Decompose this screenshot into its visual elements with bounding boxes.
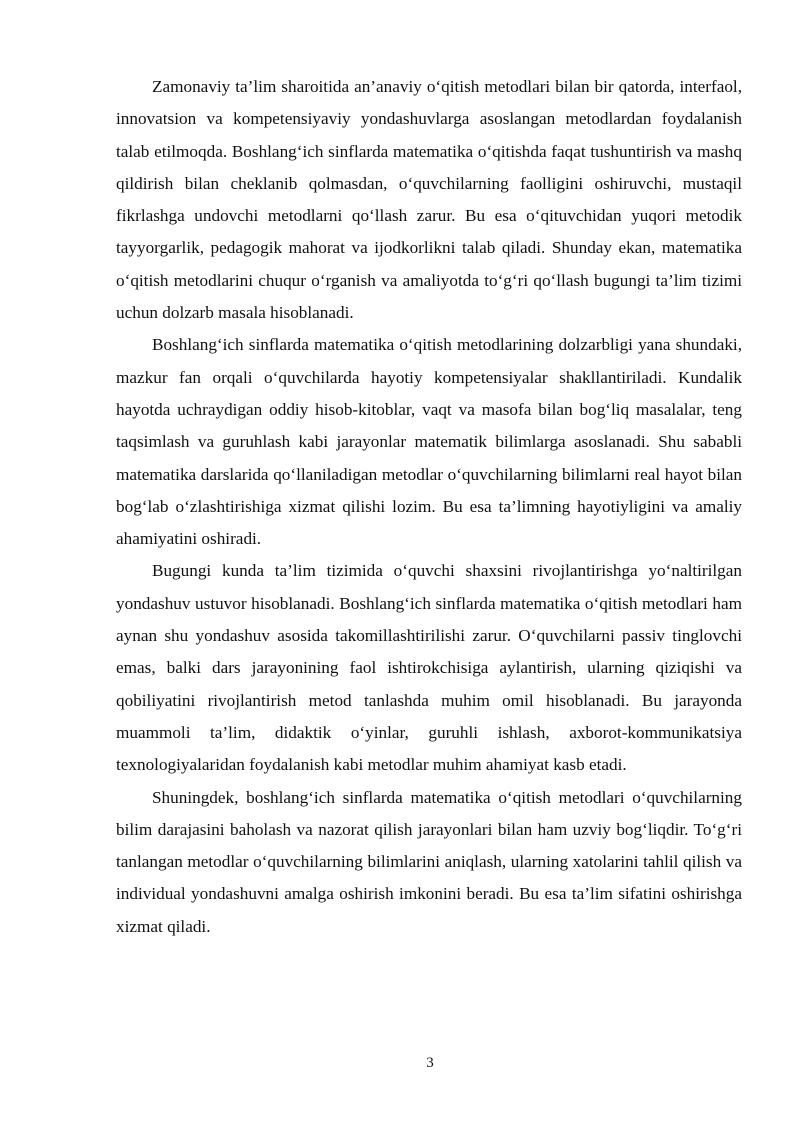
paragraph-2: Boshlang‘ich sinflarda matematika o‘qitish metodlarining dolzarbligi yana shundaki, mazkur fan orqali o‘quvchilarda hayotiy kompetensiyalar shakllantiriladi. Kundalik hayotda uchraydigan oddiy hisob-kitoblar, vaqt va masofa bilan bog‘liq masalalar, teng taqsimlash va guruhlash kabi jarayonlar matematik bilimlarga asoslanadi. Shu sababli matematika darslarida qo‘llaniladigan metodlar o‘quvchilarning bilimlarni real hayot bilan bog‘lab o‘zlashtirishiga xizmat qilishi lozim. Bu esa ta’limning hayotiyligini va amaliy ahamiyatini oshiradi. xyxy=(116,335,742,549)
paragraph-4: Shuningdek, boshlang‘ich sinflarda matematika o‘qitish metodlari o‘quvchilarning bilim darajasini baholash va nazorat qilish jarayonlari bilan ham uzviy bog‘liqdir. To‘g‘ri tanlangan metodlar o‘quvchilarning bilimlarini aniqlash, ularning xatolarini tahlil qilish va individual yondashuvni amalga oshirish imkonini beradi. Bu esa ta’lim sifatini oshirishga xizmat qiladi. xyxy=(116,787,742,936)
document-body xyxy=(116,71,742,943)
paragraph-3: Bugungi kunda ta’lim tizimida o‘quvchi shaxsini rivojlantirishga yo‘naltirilgan yondashuv ustuvor hisoblanadi. Boshlang‘ich sinflarda matematika o‘qitish metodlari ham aynan shu yondashuv asosida takomillashtirilishi zarur. O‘quvchilarni passiv tinglovchi emas, balki dars jarayonining faol ishtirokchisiga aylantirish, ularning qiziqishi va qobiliyatini rivojlantirish metod tanlashda muhim omil hisoblanadi. Bu jarayonda muammoli ta’lim, didaktik o‘yinlar, guruhli ishlash, axborot-kommunikatsiya texnologiyalaridan foydalanish kabi metodlar muhim ahamiyat kasb etadi. xyxy=(116,561,742,775)
paragraph-1: Zamonaviy ta’lim sharoitida an’anaviy o‘qitish metodlari bilan bir qatorda, interfaol, innovatsion va kompetensiyaviy yondashuvlarga asoslangan metodlardan foydalanish talab etilmoqda. Boshlang‘ich sinflarda matematika o‘qitishda faqat tushuntirish va mashq qildirish bilan cheklanib qolmasdan, o‘quvchilarning faolligini oshiruvchi, mustaqil fikrlashga undovchi metodlarni qo‘llash zarur. Bu esa o‘qituvchidan yuqori metodik tayyorgarlik, pedagogik mahorat va ijodkorlikni talab qiladi. Shunday ekan, matematika o‘qitish metodlarini chuqur o‘rganish va amaliyotda to‘g‘ri qo‘llash bugungi ta’lim tizimi uchun dolzarb masala hisoblanadi. xyxy=(116,77,742,323)
page-number: 3 xyxy=(426,1055,434,1071)
